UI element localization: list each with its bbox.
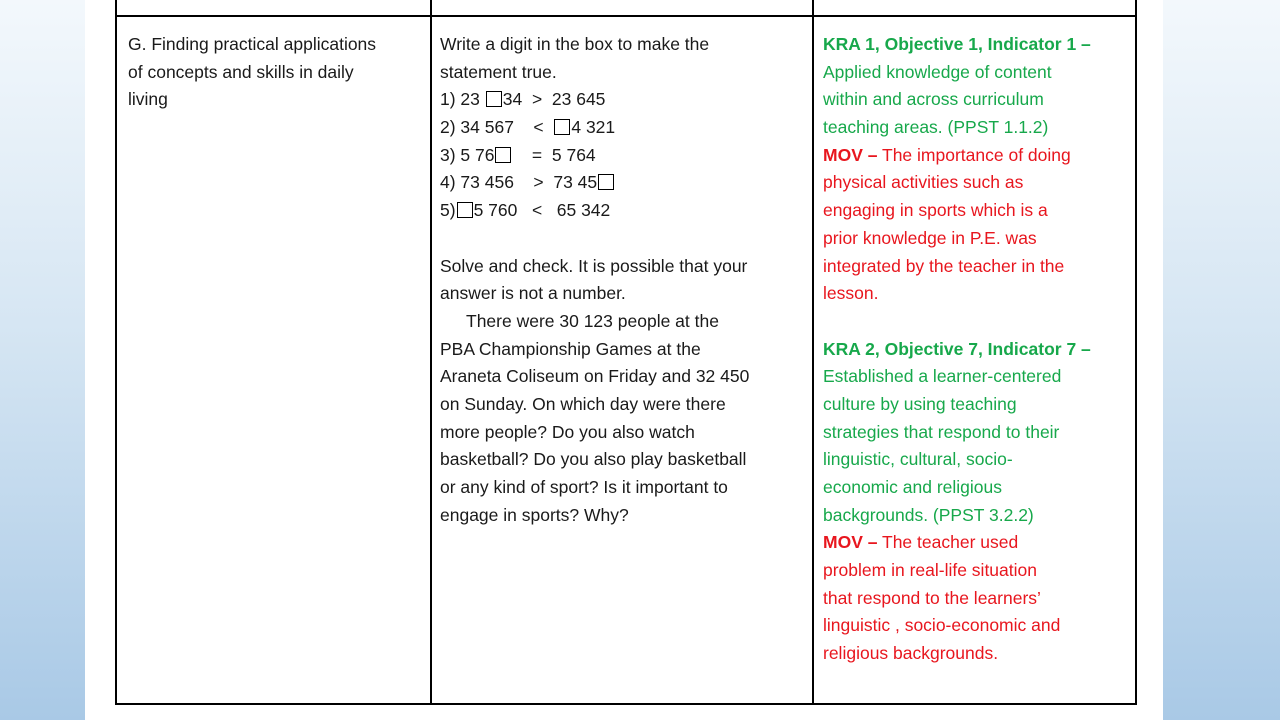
mov-line	[823, 280, 1133, 308]
kra-description: within and across curriculum	[823, 89, 1044, 110]
problem-line: Araneta Coliseum on Friday and 32 450	[440, 366, 750, 387]
mov-line	[823, 142, 1133, 170]
mov-line	[823, 169, 1133, 197]
problem-line: answer is not a number.	[440, 283, 626, 304]
mov-text: linguistic , socio-economic and	[823, 615, 1061, 636]
comparison-item	[440, 142, 810, 170]
comparison-left: 2) 34 567 <	[440, 117, 554, 138]
kra-description: culture by using teaching	[823, 393, 1017, 414]
column-divider	[812, 0, 814, 15]
mov-text: engaging in sports which is a	[823, 200, 1048, 221]
problem-line: more people? Do you also watch	[440, 421, 695, 442]
answer-box[interactable]	[457, 202, 473, 218]
mov-label: MOV –	[823, 144, 878, 165]
comparison-left: 5)	[440, 200, 456, 221]
instruction-line: statement true.	[440, 61, 557, 82]
kra-heading: KRA 1, Objective 1, Indicator 1 –	[823, 34, 1091, 54]
kra-description: economic and religious	[823, 477, 1002, 497]
problem-line: on Sunday. On which day were there	[440, 393, 726, 414]
answer-box[interactable]	[486, 91, 502, 107]
problem-line: engage in sports? Why?	[440, 504, 629, 525]
mov-text: The teacher used	[877, 532, 1019, 553]
comparison-right: 34 > 23 645	[502, 89, 606, 110]
mov-text: physical activities such as	[823, 172, 1024, 193]
comparison-left: 1) 23	[440, 89, 485, 110]
procedure-label-line: of concepts and skills in daily	[128, 61, 354, 82]
comparison-left: 3) 5 76	[440, 144, 495, 165]
mov-text: problem in real-life situation	[823, 560, 1037, 581]
procedure-label-line: G. Finding practical applications	[128, 34, 377, 54]
kra-heading: KRA 2, Objective 7, Indicator 7 –	[823, 338, 1091, 359]
kra-description: Applied knowledge of content	[823, 61, 1052, 82]
mov-line	[823, 640, 1133, 668]
table-top-row	[115, 0, 1137, 15]
problem-line: or any kind of sport? Is it important to	[440, 477, 728, 497]
activity-cell	[440, 31, 810, 529]
answer-box[interactable]	[598, 174, 614, 190]
kra-description: strategies that respond to their	[823, 421, 1060, 442]
mov-line	[823, 529, 1133, 557]
column-divider	[430, 0, 432, 15]
mov-text: The importance of doing	[877, 144, 1071, 165]
mov-text: lesson.	[823, 283, 879, 304]
comparison-left: 4) 73 456 > 73 45	[440, 172, 598, 193]
kra-description: linguistic, cultural, socio-	[823, 449, 1013, 470]
kra-description: backgrounds. (PPST 3.2.2)	[823, 504, 1034, 525]
column-divider	[812, 17, 814, 703]
problem-line: There were 30 123 people at the	[466, 310, 719, 331]
column-divider	[430, 17, 432, 703]
procedure-label-cell	[128, 31, 428, 114]
mov-text: integrated by the teacher in the	[823, 255, 1065, 276]
mov-line	[823, 585, 1133, 613]
procedure-label-line: living	[128, 89, 168, 110]
problem-line: PBA Championship Games at the	[440, 338, 701, 359]
mov-text: religious backgrounds.	[823, 643, 999, 664]
spacer	[823, 308, 1133, 336]
comparison-right: 5 760 < 65 342	[473, 200, 611, 221]
kra-description: teaching areas. (PPST 1.1.2)	[823, 117, 1049, 138]
annotation-cell	[823, 31, 1133, 668]
mov-line	[823, 225, 1133, 253]
instruction-line: Write a digit in the box to make the	[440, 34, 710, 54]
comparison-item	[440, 114, 810, 142]
comparison-item	[440, 86, 810, 114]
kra-description: Established a learner-centered	[823, 366, 1062, 387]
mov-label: MOV –	[823, 532, 878, 553]
mov-line	[823, 197, 1133, 225]
mov-text: that respond to the learners’	[823, 587, 1041, 608]
answer-box[interactable]	[554, 119, 570, 135]
answer-box[interactable]	[495, 147, 511, 163]
comparison-right: 4 321	[571, 117, 616, 138]
comparison-item	[440, 169, 810, 197]
mov-line	[823, 253, 1133, 281]
lesson-plan-table	[115, 15, 1137, 705]
spacer	[440, 225, 810, 253]
problem-line: basketball? Do you also play basketball	[440, 449, 747, 470]
comparison-item	[440, 197, 810, 225]
mov-line	[823, 557, 1133, 585]
comparison-right: = 5 764	[512, 144, 596, 165]
problem-line: Solve and check. It is possible that your	[440, 255, 748, 276]
mov-text: prior knowledge in P.E. was	[823, 227, 1037, 248]
mov-line	[823, 612, 1133, 640]
